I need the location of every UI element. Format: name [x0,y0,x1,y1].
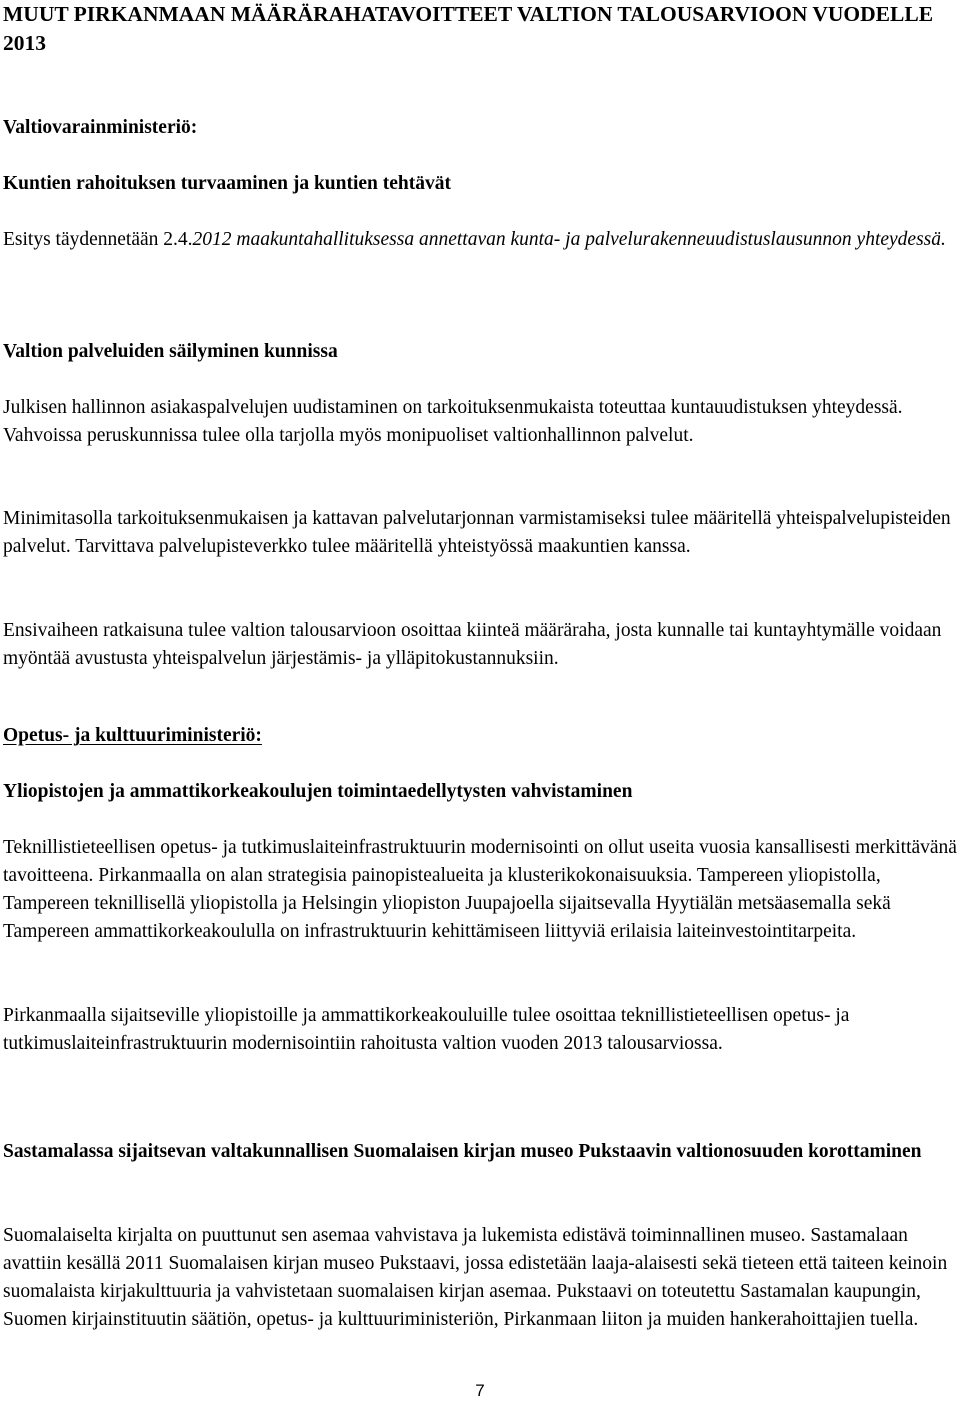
section-heading-municipal-funding: Kuntien rahoituksen turvaaminen ja kuntien tehtävät [3,173,452,194]
document-title: MUUT PIRKANMAAN MÄÄRÄRAHATAVOITTEET VALTION TALOUSARVIOON VUODELLE 2013 [3,2,934,55]
paragraph-book-museum-1: Suomalaiselta kirjalta on puuttunut sen asemaa vahvistava ja lukemista edistävä toiminnallinen museo. Sastamalaan avattiin kesällä 2011 Suomalaisen kirjan museo Pukstaavi, jossa edistetään laaja-alaisesti sekä tieteen että taiteen keinoin suomalaista kirjakulttuuria ja vahvistetaan suomalaisen kirjan asemaa. Pukstaavi on toteutettu Sastamalan kaupungin, Suomen kirjainstituutin säätiön, opetus- ja kulttuuriministeriön, Pirkanmaan liiton ja muiden hankerahoittajien tuella. [3,1225,948,1330]
municipal-funding-note [3,226,957,254]
paragraph-state-services-2: Minimitasolla tarkoituksenmukaisen ja kattavan palvelutarjonnan varmistamiseksi tulee määritellä yhteispalvelupisteiden palvelut. Tarvittava palvelupisteverkko tulee määritellä yhteistyössä maakuntien kanssa. [3,508,951,557]
paragraph-state-services-3: Ensivaiheen ratkaisuna tulee valtion talousarvioon osoittaa kiinteä määräraha, josta kunnalle tai kuntayhtymälle voidaan myöntää avustusta yhteispalvelun järjestämis- ja ylläpitokustannuksiin. [3,620,942,669]
note-prefix: Esitys täydennetään 2.4. [3,229,193,250]
page-number: 7 [475,1381,485,1400]
paragraph-universities-2: Pirkanmaalla sijaitseville yliopistoille ja ammattikorkeakouluille tulee osoittaa teknillistieteellisen opetus- ja tutkimuslaiteinfrastruktuurin modernisointiin rahoitusta valtion vuoden 2013 talousarviossa. [3,1005,850,1054]
paragraph-universities-1: Teknillistieteellisen opetus- ja tutkimuslaiteinfrastruktuurin modernisointi on ollut useita vuosia kansallisesti merkittävänä tavoitteena. Pirkanmaalla on alan strategisia painopistealueita ja klusterikokonaisuuksia. Tampereen yliopistolla, Tampereen teknillisellä yliopistolla ja Helsingin yliopiston Juupajoella sijaitsevalla Hyytiälän metsäasemalla sekä Tampereen ammattikorkeakoululla on infrastruktuurin kehittämiseen liittyviä erilaisia laiteinvestointitarpeita. [3,837,957,942]
ministry-heading-education: Opetus- ja kulttuuriministeriö: [3,725,262,746]
paragraph-state-services-1: Julkisen hallinnon asiakaspalvelujen uudistaminen on tarkoituksenmukaista toteuttaa kuntauudistuksen yhteydessä. Vahvoissa peruskunnissa tulee olla tarjolla myös monipuoliset valtionhallinnon palvelut. [3,397,903,446]
note-italic: 2012 maakuntahallituksessa annettavan kunta- ja palvelurakenneuudistuslausunnon yhteydessä. [192,229,946,250]
ministry-heading-finance: Valtiovarainministeriö: [3,117,198,138]
section-heading-book-museum: Sastamalassa sijaitsevan valtakunnallisen Suomalaisen kirjan museo Pukstaavin valtionosuuden korottaminen [3,1141,922,1162]
section-heading-state-services: Valtion palveluiden säilyminen kunnissa [3,341,338,362]
section-heading-universities: Yliopistojen ja ammattikorkeakoulujen toimintaedellytysten vahvistaminen [3,781,633,802]
